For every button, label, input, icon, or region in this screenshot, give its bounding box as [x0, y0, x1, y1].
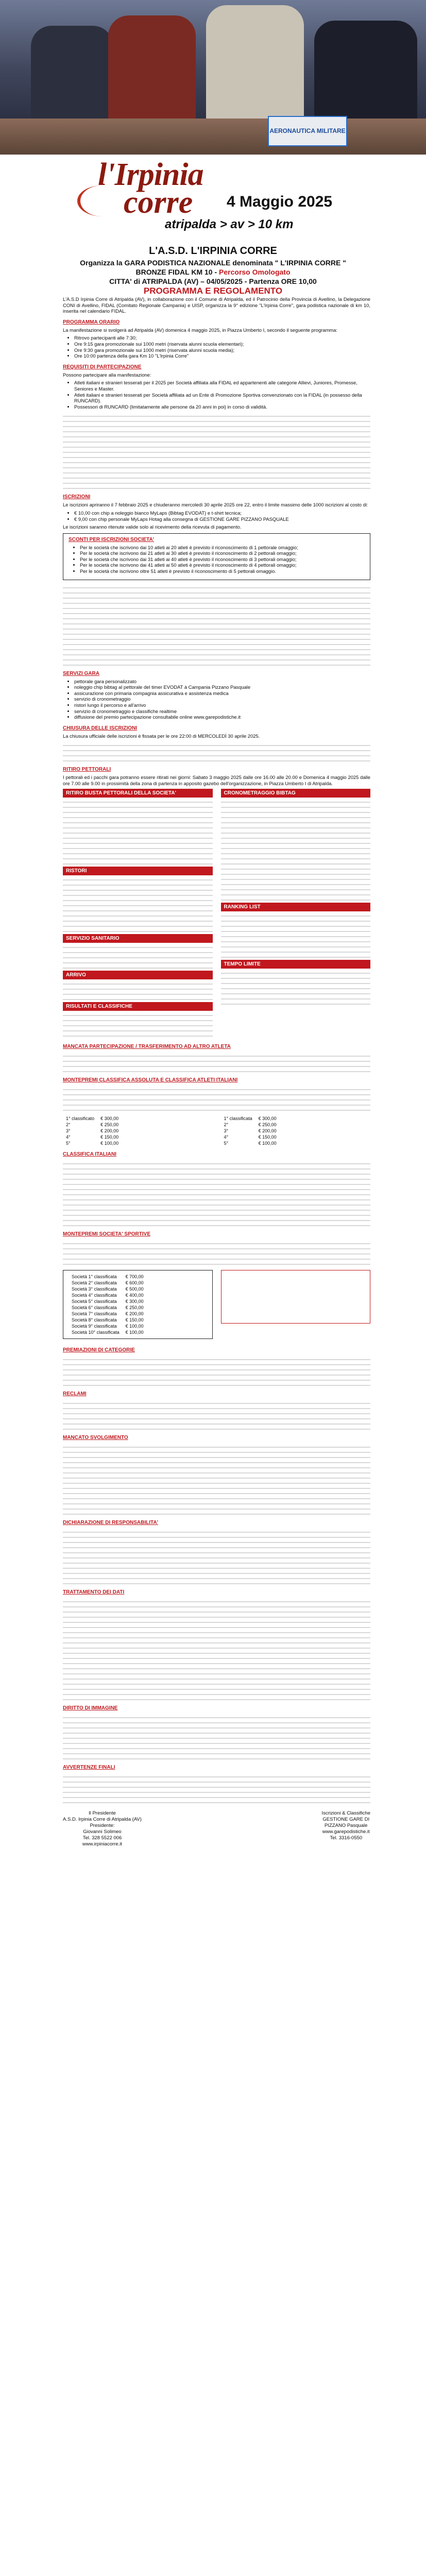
table-cell: 5° — [66, 1140, 71, 1146]
list-item: • diffusione del premio partecipazione consultabile online www.garepodistiche.it — [74, 714, 370, 720]
timing-heading: CRONOMETRAGGIO BIBTAG — [221, 789, 371, 798]
intro-line2: BRONZE FIDAL KM 10 - — [135, 268, 217, 276]
text-block — [221, 969, 371, 1005]
left-column — [63, 789, 213, 1039]
table-row — [221, 1128, 280, 1134]
table-cell: 2° — [224, 1122, 229, 1127]
text-block — [63, 1355, 370, 1386]
arrival-heading: ARRIVO — [63, 971, 213, 979]
table-row — [221, 1115, 280, 1122]
table-cell: 4° — [224, 1134, 229, 1140]
table-cell: € 100,00 — [258, 1140, 277, 1146]
text-block — [221, 911, 371, 958]
discount-box — [63, 533, 370, 580]
logo-title: l'Irpinia — [98, 157, 203, 192]
program-list — [63, 335, 370, 359]
registration-note: Le iscrizioni saranno ritenute valide solo al ricevimento della ricevuta di pagamento. — [63, 524, 242, 530]
intro-paragraph: L'A.S.D Irpinia Corre di Atripalda (AV), in collaborazione con il Comune di Atripalda, ed il Patrocinio della Provincia di Avellino, la Delegazione CONI di Avellino, FIDAL (Comitato Regionale Campania) e UISP, organizza la 9° edizione "L'Irpinia Corre", gara podistica nazionale di km 10, inserita nel calendario FIDAL. — [63, 296, 370, 314]
complaints-heading: RECLAMI — [63, 1391, 87, 1397]
list-item: • Per le società che iscrivono dai 31 atleti ai 40 atleti è previsto il riconoscimento di 3 pettorali omaggio; — [80, 556, 365, 563]
registration-heading: ISCRIZIONI — [63, 494, 91, 500]
services-list — [63, 679, 370, 720]
table-cell: € 300,00 — [125, 1298, 144, 1304]
table-cell: € 100,00 — [125, 1323, 144, 1329]
image-rights-heading: DIRITTO DI IMMAGINE — [63, 1705, 118, 1711]
footer-line: www.garepodistiche.it — [322, 1828, 370, 1835]
program-title: PROGRAMMA E REGOLAMENTO — [143, 286, 283, 296]
table-cell: € 150,00 — [125, 1317, 144, 1323]
event-date: 4 Maggio 2025 — [227, 193, 333, 210]
intro-line2b: Percorso Omologato — [219, 268, 291, 276]
table-cell: € 250,00 — [100, 1122, 119, 1127]
text-block — [221, 798, 371, 901]
list-item: • Ore 10:00 partenza della gara Km 10 "L'Irpinia Corre" — [74, 353, 370, 359]
table-cell: € 250,00 — [125, 1304, 144, 1310]
table-row — [69, 1304, 147, 1311]
footer-line: Tel. 328 5522 006 — [82, 1835, 122, 1841]
list-item: • € 9,00 con chip personale MyLaps Hotag alla consegna di GESTIONE GARE PIZZANO PASQUALE — [74, 516, 370, 522]
table-cell: 1° classificata — [224, 1115, 252, 1121]
text-block — [63, 1159, 370, 1226]
table-cell: 5° — [224, 1140, 229, 1146]
prize-table-men — [63, 1115, 122, 1146]
table-cell: 4° — [66, 1134, 71, 1140]
list-item: • servizio di cronometraggio — [74, 696, 370, 702]
footer-line: Iscrizioni & Classifiche — [321, 1810, 370, 1816]
text-block — [63, 412, 370, 489]
italian-ranking-heading: CLASSIFICA ITALIANI — [63, 1151, 116, 1157]
table-cell: 3° — [224, 1128, 229, 1133]
text-block — [63, 1399, 370, 1430]
text-block — [63, 741, 370, 761]
table-cell: € 200,00 — [258, 1128, 277, 1133]
requirements-heading: REQUISITI DI PARTECIPAZIONE — [63, 364, 142, 370]
team-prize-block — [63, 1267, 370, 1342]
table-cell: 1° classificato — [66, 1115, 95, 1121]
table-cell: Società 10° classificata — [72, 1329, 120, 1335]
refreshment-heading: RISTORI — [63, 867, 213, 875]
requirements-text: Possono partecipare alla manifestazione: — [63, 371, 151, 378]
table-row — [69, 1317, 147, 1323]
bib-pickup-text: I pettorali ed i pacchi gara potranno essere ritirati nei giorni: Sabato 3 maggio 2025 dalle ore 16.00 alle 20.00 e Domenica 4 maggio 2025 dalle ore 7.00 alle 9.00 in prossimità della zona di partenza in apposito gazebo dell'organizzazione, in Piazza Umberto I di Atripalda. — [63, 774, 370, 786]
list-item: • servizio di cronometraggio e classifiche realtime — [74, 708, 370, 715]
text-block — [63, 1011, 213, 1037]
table-cell: Società 5° classificata — [72, 1298, 117, 1304]
list-item: • ristori lungo il percorso e all'arrivo — [74, 702, 370, 708]
list-item: • Ore 9:30 gara promozionale sui 1000 metri (riservata alunni scuola media); — [74, 347, 370, 353]
text-block — [63, 798, 213, 865]
discount-heading: SCONTI PER ISCRIZIONI SOCIETA' — [69, 536, 155, 543]
table-cell: € 150,00 — [258, 1134, 277, 1140]
table-cell: € 300,00 — [100, 1115, 119, 1121]
text-block — [63, 979, 213, 1000]
list-item: • Atleti italiani e stranieri tesserati per il 2025 per Società affiliata alla FIDAL ed appartenenti alle categorie Allievi, Juniores, Promesse, Seniores e Master. — [74, 380, 370, 392]
footer-line: Giovanni Solimeo — [83, 1828, 122, 1835]
results-heading: RISULTATI E CLASSIFICHE — [63, 1002, 213, 1011]
registration-list — [63, 510, 370, 522]
table-cell: Società 4° classificata — [72, 1292, 117, 1298]
time-limit-heading: TEMPO LIMITE — [221, 960, 371, 969]
ranking-heading: RANKING LIST — [221, 903, 371, 911]
table-row — [63, 1122, 122, 1128]
event-tagline: atripalda > av > 10 km — [165, 217, 294, 231]
liability-heading: DICHIARAZIONE DI RESPONSABILITA' — [63, 1519, 158, 1526]
list-item: • Per le società che iscrivono dai 10 atleti ai 20 atleti è previsto il riconoscimento di 1 pettorale omaggio; — [80, 545, 365, 551]
table-row — [69, 1274, 147, 1280]
team-prize-heading: MONTEPREMI SOCIETA' SPORTIVE — [63, 1231, 150, 1237]
table-row — [63, 1128, 122, 1134]
table-row — [69, 1323, 147, 1329]
team-prize-box — [63, 1270, 213, 1339]
intro-line1: Organizza la GARA PODISTICA NAZIONALE denominata " L'IRPINIA CORRE " — [80, 259, 346, 267]
transfer-heading: MANCATA PARTECIPAZIONE / TRASFERIMENTO AD ALTRO ATLETA — [63, 1043, 231, 1049]
list-item: • Per le società che iscrivono dai 21 atleti ai 30 atleti è previsto il riconoscimento di 2 pettorali omaggio; — [80, 550, 365, 556]
prize-table-women — [221, 1115, 280, 1146]
table-row — [69, 1298, 147, 1304]
table-cell: Società 2° classificata — [72, 1280, 117, 1285]
hero-photo — [0, 0, 426, 155]
privacy-heading: TRATTAMENTO DEI DATI — [63, 1589, 125, 1595]
program-text: La manifestazione si svolgerà ad Atripalda (AV) domenica 4 maggio 2025, in Piazza Umberto I, secondo il seguente programma: — [63, 327, 337, 333]
list-item: • assicurazione con primaria compagnia assicurativa e assistenza medica — [74, 690, 370, 697]
footer-line: Presidente: — [90, 1822, 115, 1828]
table-row — [63, 1115, 122, 1122]
table-cell: € 700,00 — [125, 1274, 144, 1279]
text-block — [63, 1528, 370, 1584]
text-block — [63, 1772, 370, 1803]
table-row — [69, 1286, 147, 1292]
footer-left — [63, 1810, 142, 1848]
footer — [63, 1810, 370, 1848]
team-bib-heading: RITIRO BUSTA PETTORALI DELLA SOCIETA' — [63, 789, 213, 798]
text-block — [63, 875, 213, 932]
category-heading: PREMIAZIONI DI CATEGORIE — [63, 1347, 135, 1353]
list-item: • € 10,00 con chip a noleggio bianco MyLaps (Bibtag EVODAT) e t-shirt tecnica; — [74, 510, 370, 516]
event-logo — [0, 155, 426, 242]
table-cell: € 200,00 — [100, 1128, 119, 1133]
race-bib: AERONAUTICA MILITARE — [268, 116, 347, 146]
requirements-list — [63, 380, 370, 410]
table-cell: Società 9° classificata — [72, 1323, 117, 1329]
cancellation-heading: MANCATO SVOLGIMENTO — [63, 1434, 128, 1440]
team-prize-table — [69, 1274, 147, 1335]
text-block — [63, 1713, 370, 1759]
footer-line: GESTIONE GARE DI — [322, 1816, 370, 1822]
table-cell: € 250,00 — [258, 1122, 277, 1127]
intro-line3: CITTA' di ATRIPALDA (AV) – 04/05/2025 - Partenza ORE 10,00 — [109, 277, 317, 285]
table-row — [69, 1280, 147, 1286]
table-row — [69, 1329, 147, 1335]
bib-pickup-heading: RITIRO PETTORALI — [63, 767, 111, 773]
org-name: L'A.S.D. L'IRPINIA CORRE — [149, 245, 277, 257]
table-cell: Società 3° classificata — [72, 1286, 117, 1292]
prize-heading: MONTEPREMI CLASSIFICA ASSOLUTA E CLASSIFICA ATLETI ITALIANI — [63, 1077, 238, 1083]
table-cell: € 300,00 — [258, 1115, 277, 1121]
table-cell: € 400,00 — [125, 1292, 144, 1298]
footer-line: A.S.D. Irpinia Corre di Atripalda (AV) — [63, 1816, 142, 1822]
table-cell: € 100,00 — [100, 1140, 119, 1146]
table-cell: € 150,00 — [100, 1134, 119, 1140]
registration-text: Le iscrizioni apriranno il 7 febbraio 2025 e chiuderanno mercoledì 30 aprile 2025 ore 22, entro il limite massimo delle 1000 iscrizioni al costo di: — [63, 502, 368, 508]
note-box — [221, 1270, 371, 1324]
list-item: • Per le società che iscrivono dai 41 atleti ai 50 atleti è previsto il riconoscimento di 4 pettorali omaggio; — [80, 562, 365, 568]
closing-text: La chiusura ufficiale delle iscrizioni è fissata per le ore 22:00 di MERCOLEDÌ 30 aprile 2025. — [63, 733, 260, 739]
table-cell: € 200,00 — [125, 1311, 144, 1316]
table-cell: Società 6° classificata — [72, 1304, 117, 1310]
program-heading: PROGRAMMA ORARIO — [63, 319, 120, 325]
table-cell: Società 8° classificata — [72, 1317, 117, 1323]
footer-line: PIZZANO Pasquale — [325, 1822, 368, 1828]
footer-right — [322, 1810, 371, 1848]
two-column-rules — [63, 789, 370, 1039]
table-row — [63, 1140, 122, 1146]
list-item: • pettorale gara personalizzato — [74, 679, 370, 685]
regulation-body — [0, 296, 426, 1848]
final-notes-heading: AVVERTENZE FINALI — [63, 1764, 115, 1770]
prize-tables — [63, 1115, 370, 1146]
table-row — [69, 1311, 147, 1317]
table-row — [221, 1134, 280, 1140]
text-block — [63, 1597, 370, 1700]
table-cell: € 500,00 — [125, 1286, 144, 1292]
footer-line: Tel. 3316-0550 — [330, 1835, 363, 1841]
list-item: • Per le società che iscrivono oltre 51 atleti è previsto il riconoscimento di 5 pettorali omaggio. — [80, 568, 365, 574]
right-column — [221, 789, 371, 1039]
table-cell: € 100,00 — [125, 1329, 144, 1335]
medical-heading: SERVIZIO SANITARIO — [63, 934, 213, 943]
table-row — [63, 1134, 122, 1140]
table-cell: 2° — [66, 1122, 71, 1127]
discount-list — [69, 545, 365, 574]
table-cell: Società 7° classificata — [72, 1311, 117, 1316]
table-row — [221, 1122, 280, 1128]
table-cell: € 600,00 — [125, 1280, 144, 1285]
footer-line: www.irpiniacorre.it — [82, 1841, 122, 1847]
list-item: • Atleti italiani e stranieri tesserati per Società affiliata ad un Ente di Promozione Sportiva convenzionato con la FIDAL (in possesso della RUNCARD). — [74, 392, 370, 404]
table-cell: 3° — [66, 1128, 71, 1133]
text-block — [63, 1052, 370, 1072]
list-item: • Ritrovo partecipanti alle 7:30; — [74, 335, 370, 341]
text-block — [63, 1443, 370, 1515]
closing-heading: CHIUSURA DELLE ISCRIZIONI — [63, 725, 138, 731]
table-cell: Società 1° classificata — [72, 1274, 117, 1279]
footer-line: Il Presidente — [89, 1810, 116, 1816]
text-block — [63, 1239, 370, 1265]
table-row — [221, 1140, 280, 1146]
list-item: • Ore 9:15 gara promozionale sui 1000 metri (riservata alunni scuola elementari); — [74, 341, 370, 347]
logo-title-2: corre — [124, 185, 193, 220]
table-row — [69, 1292, 147, 1298]
list-item: • Possessori di RUNCARD (limitatamente alle persone da 20 anni in poi) in corso di validità. — [74, 404, 370, 410]
text-block — [63, 583, 370, 666]
text-block — [63, 943, 213, 969]
text-block — [63, 1085, 370, 1113]
list-item: • noleggio chip bibtag al pettorale del timer EVODAT à Campania Pizzano Pasquale — [74, 684, 370, 690]
intro-block — [0, 245, 426, 296]
services-heading: SERVIZI GARA — [63, 670, 99, 676]
